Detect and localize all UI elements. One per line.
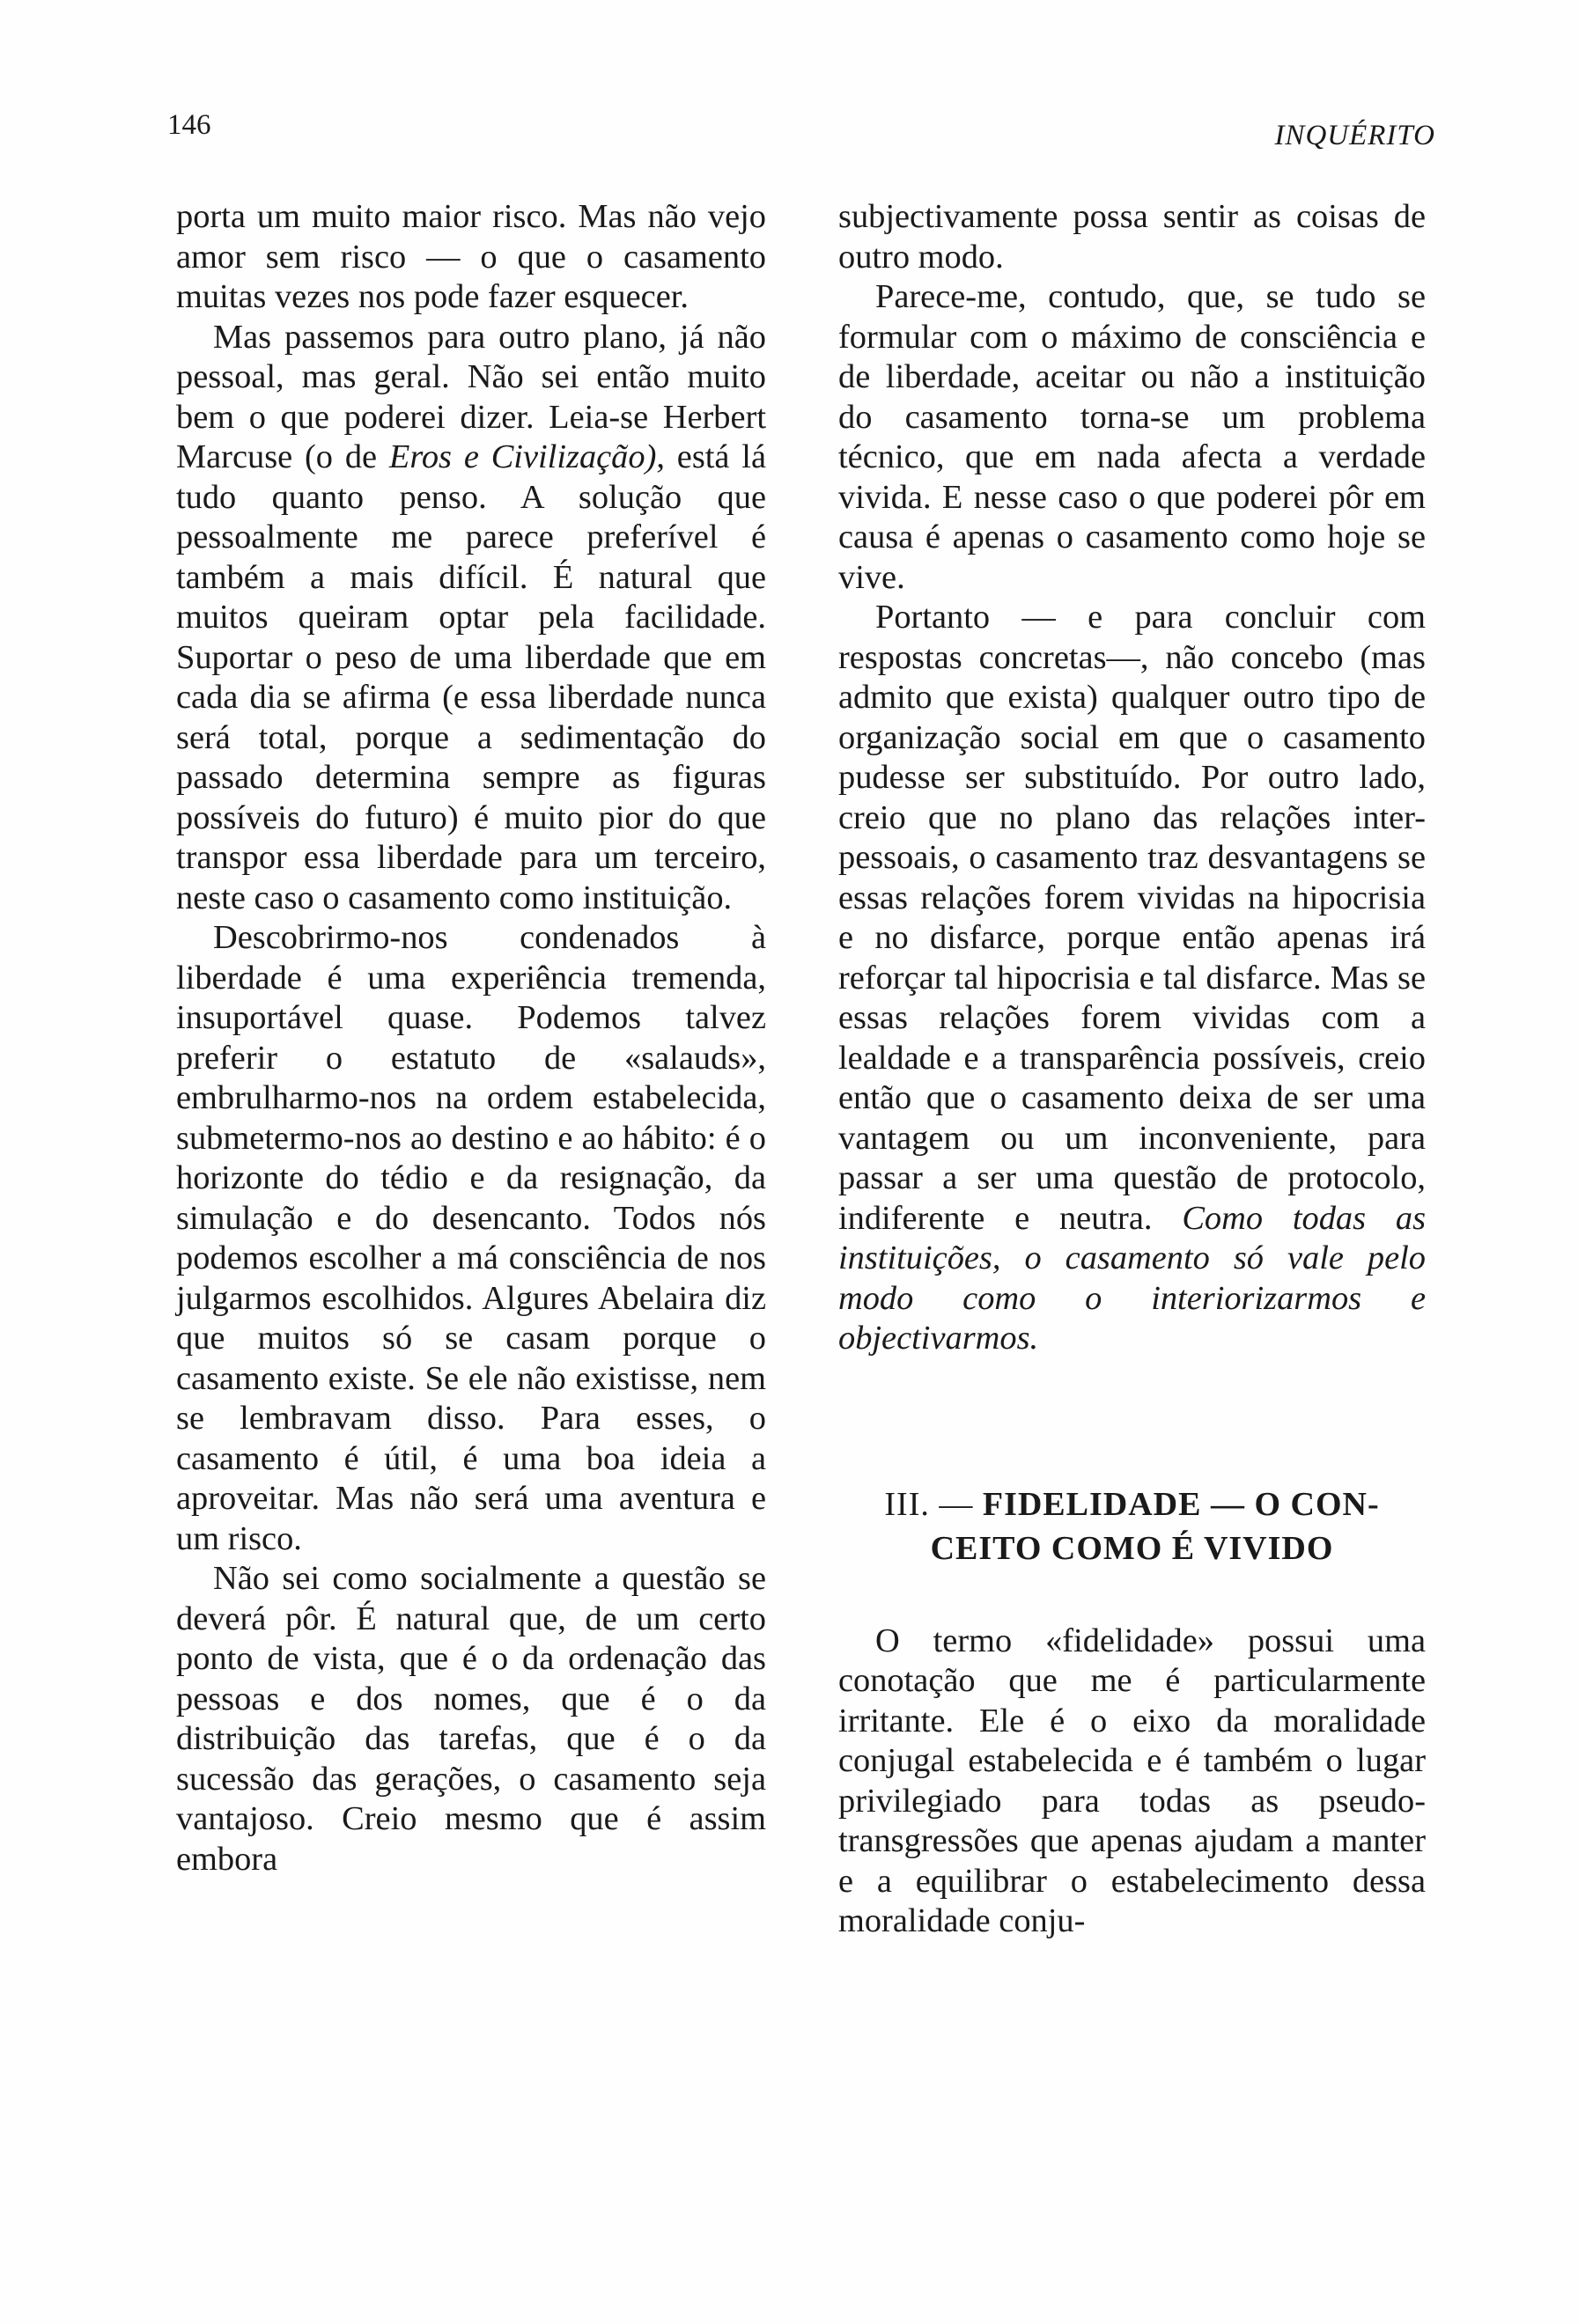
section-title-line-2: CEITO COMO É VIVIDO: [930, 1529, 1334, 1567]
page-number: 146: [167, 109, 211, 141]
left-column: [176, 197, 766, 1879]
paragraph-5: subjectivamente possa sentir as coisas de outro modo.: [838, 198, 1426, 276]
paragraph-1: porta um muito maior risco. Mas não vejo amor sem risco — o que o casamento muitas vezes nos pode fazer esquecer.: [176, 198, 766, 315]
paragraph-6: Parece-me, contudo, que, se tudo se formular com o máximo de consciência e de liberdade, aceitar ou não a instituição do casamento torna-se um problema técnico, que em nada afecta a verdade vivida. E nesse caso o que poderei pôr em causa é apenas o casamento como hoje se vive.: [838, 278, 1426, 596]
section-title-line-1: FIDELIDADE — O CON-: [982, 1485, 1380, 1523]
paragraph-2-part-1: Mas passemos para outro plano, já não pessoal, mas geral. Não sei então muito bem o que poderei dizer. Leia-se Herbert Marcuse (o de: [176, 318, 766, 475]
paragraph-3: Descobrirmo-nos condenados à liberdade é uma experiência tremenda, insuportável quase. Podemos talvez preferir o estatuto de «salauds», embrulharmo-nos na ordem estabelecida, submetermo-nos ao destino e ao hábito: é o horizonte do tédio e da resignação, da simulação e do desencanto. Todos nós podemos escolher a má consciência de nos julgarmos escolhidos. Algures Abelaira diz que muitos só se casam porque o casamento existe. Se ele não existisse, nem se lembravam disso. Para esses, o casamento é útil, é uma boa ideia a aproveitar. Mas não será uma aventura e um risco.: [176, 919, 766, 1557]
book-title-eros-e-civilizacao: Eros e Civilização): [388, 438, 657, 475]
section-number: III. —: [884, 1485, 974, 1523]
paragraph-2: [176, 318, 766, 919]
paragraph-7: [838, 598, 1426, 1359]
paragraph-2-part-2: , está lá tudo quanto penso. A solução que pessoalmente me parece preferível é também a mais difícil. É natural que muitos queiram optar pela facilidade. Suportar o peso de uma liberdade que em cada dia se afirma (e essa liberdade nunca será total, porque a sedimentação do passado determina sempre as figuras possíveis do futuro) é muito pior do que transpor essa liberdade para um terceiro, neste caso o casamento como instituição.: [176, 438, 767, 916]
section-spacer: [838, 1359, 1426, 1482]
paragraph-7-italic-conclusion: Como todas as instituições, o casamento só vale pelo modo como o interiorizarmos e objectivarmos.: [838, 1199, 1427, 1357]
paragraph-7-part-1: Portanto — e para concluir com respostas concretas—, não concebo (mas admito que exista) qualquer outro tipo de organização social em que o casamento pudesse ser substituído. Por outro lado, creio que no plano das relações inter-pessoais, o casamento traz desvantagens se essas relações forem vividas na hipocrisia e no disfarce, porque então apenas irá reforçar tal hipocrisia e tal disfarce. Mas se essas relações forem vividas com a lealdade e a transparência possíveis, creio então que o casamento deixa de ser uma vantagem ou um inconveniente, para passar a ser uma questão de protocolo, indiferente e neutra.: [838, 599, 1426, 1237]
paragraph-4: Não sei como socialmente a questão se deverá pôr. É natural que, de um certo ponto de vista, que é o da ordenação das pessoas e dos nomes, que é o da distribuição das tarefas, que é o da sucessão das gerações, o casamento seja vantajoso. Creio mesmo que é assim embora: [176, 1560, 766, 1878]
paragraph-8: O termo «fidelidade» possui uma conotação que me é particularmente irritante. Ele é o eixo da moralidade conjugal estabelecida e é também o lugar privilegiado para todas as pseudo-transgressões que apenas ajudam a manter e a equilibrar o estabelecimento dessa moralidade conju-: [838, 1622, 1426, 1939]
running-title: INQUÉRITO: [1274, 120, 1435, 151]
right-column: [838, 197, 1426, 1942]
section-heading: [838, 1482, 1426, 1570]
heading-spacer: [838, 1570, 1426, 1622]
